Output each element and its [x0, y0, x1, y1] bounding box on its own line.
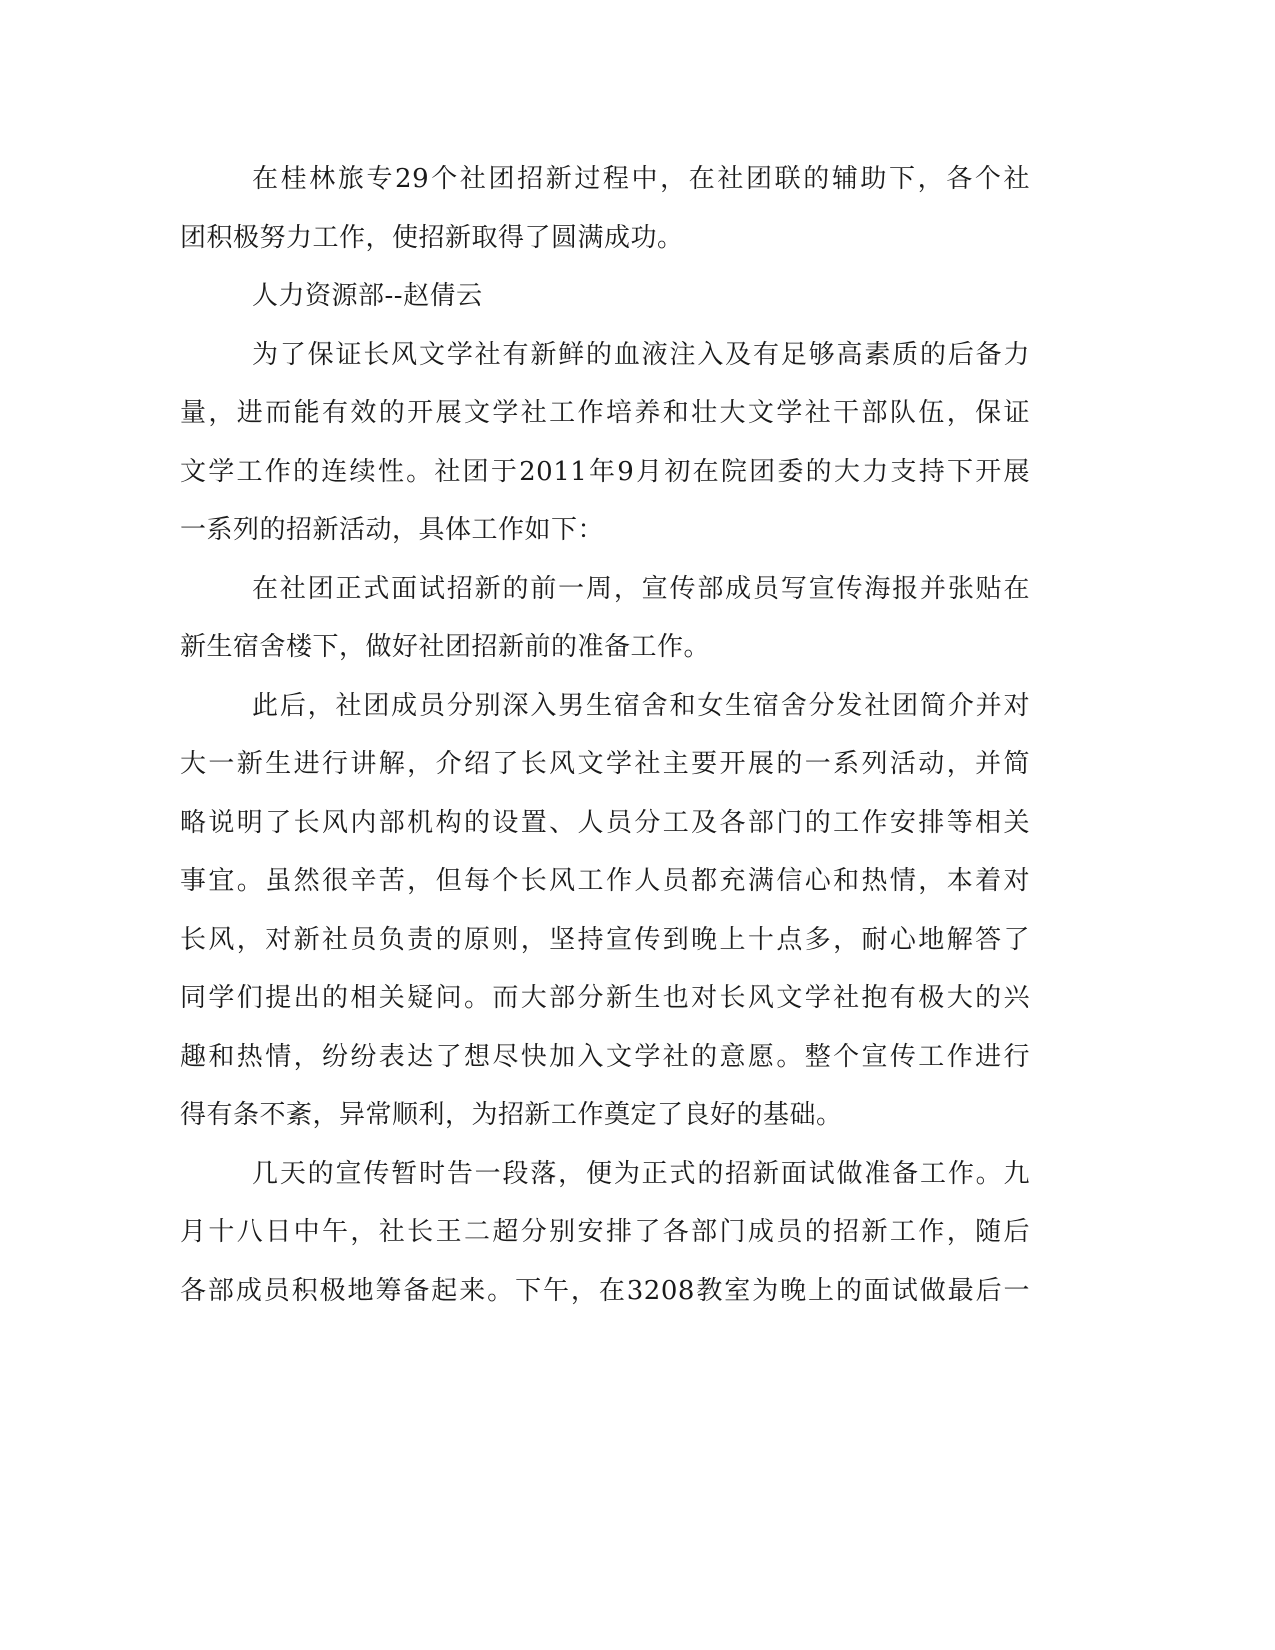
text-line: 在社团正式面试招新的前一周，宣传部成员写宣传海报并张贴在 — [252, 573, 1030, 604]
paragraph-interview-prep — [180, 1145, 1030, 1321]
paragraph-intro — [180, 150, 1030, 267]
text-line: 月十八日中午，社长王二超分别安排了各部门成员的招新工作，随后 — [180, 1217, 1030, 1247]
text-line: 量，进而能有效的开展文学社工作培养和壮大文学社干部队伍，保证 — [180, 398, 1030, 428]
text-line: 一系列的招新活动，具体工作如下： — [180, 515, 605, 545]
paragraph-author — [180, 267, 1030, 326]
text-line: 得有条不紊，异常顺利，为招新工作奠定了良好的基础。 — [180, 1100, 843, 1130]
text-line: 各部成员积极地筹备起来。下午，在3208教室为晚上的面试做最后一 — [180, 1275, 1030, 1306]
text-line: 几天的宣传暂时告一段落，便为正式的招新面试做准备工作。九 — [252, 1158, 1030, 1189]
text-line: 为了保证长风文学社有新鲜的血液注入及有足够高素质的后备力 — [252, 339, 1030, 370]
text-line: 新生宿舍楼下，做好社团招新前的准备工作。 — [180, 632, 711, 662]
text-line: 文学工作的连续性。社团于2011年9月初在院团委的大力支持下开展 — [180, 456, 1030, 487]
paragraph-posters — [180, 560, 1030, 677]
paragraph-purpose — [180, 326, 1030, 560]
author-line: 人力资源部--赵倩云 — [252, 281, 483, 311]
text-line: 大一新生进行讲解，介绍了长风文学社主要开展的一系列活动，并简 — [180, 749, 1030, 779]
text-line: 团积极努力工作，使招新取得了圆满成功。 — [180, 222, 684, 253]
text-line: 趣和热情，纷纷表达了想尽快加入文学社的意愿。整个宣传工作进行 — [180, 1041, 1030, 1072]
text-line: 长风，对新社员负责的原则，坚持宣传到晚上十点多，耐心地解答了 — [180, 924, 1030, 955]
text-line: 事宜。虽然很辛苦，但每个长风工作人员都充满信心和热情，本着对 — [180, 866, 1030, 896]
text-line: 在桂林旅专29个社团招新过程中，在社团联的辅助下，各个社 — [252, 164, 1030, 194]
document-body — [180, 150, 1030, 1320]
paragraph-dorm-visits — [180, 677, 1030, 1145]
text-line: 同学们提出的相关疑问。而大部分新生也对长风文学社抱有极大的兴 — [180, 983, 1030, 1013]
text-line: 此后，社团成员分别深入男生宿舍和女生宿舍分发社团简介并对 — [252, 690, 1030, 721]
text-line: 略说明了长风内部机构的设置、人员分工及各部门的工作安排等相关 — [180, 807, 1030, 838]
